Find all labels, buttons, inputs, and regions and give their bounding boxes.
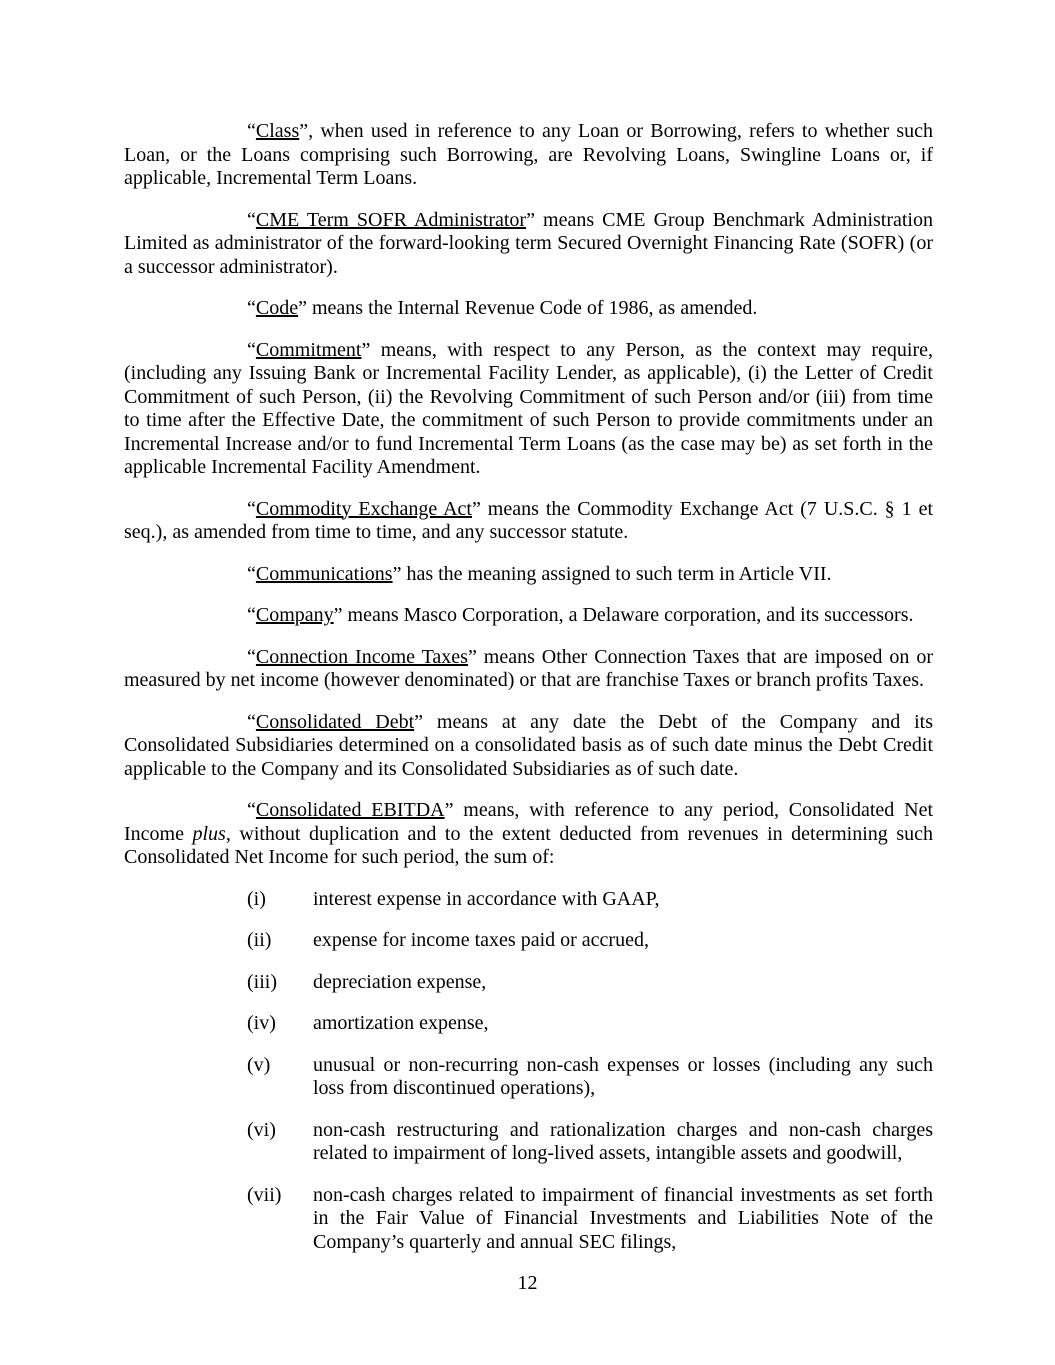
- open-quote: “: [247, 120, 256, 142]
- definition-text: , without duplication and to the extent deducted from revenues in determining such Consolidated Net Income for such period, the sum of:: [124, 822, 933, 868]
- definition-cme-term-sofr-administrator: [124, 209, 933, 280]
- definition-company: [124, 604, 933, 628]
- list-item-iii: [124, 971, 933, 995]
- list-text: depreciation expense,: [313, 970, 487, 993]
- definition-connection-income-taxes: [124, 646, 933, 693]
- defined-term-consolidated-debt: Consolidated Debt: [255, 710, 415, 733]
- defined-term-connection-income-taxes: Connection Income Taxes: [255, 645, 468, 668]
- list-label-vi: (vi): [247, 1118, 276, 1141]
- definition-consolidated-debt: [124, 711, 933, 782]
- defined-term-company: Company: [255, 604, 334, 626]
- list-label-ii: (ii): [247, 929, 272, 951]
- defined-term-commodity-exchange-act: Commodity Exchange Act: [255, 497, 472, 520]
- definition-text: ” means CME Group Benchmark Administration Limited as administrator of the forward-looking term Secured Overnight Financing Rate (SOFR) (or a successor administrator).: [124, 208, 933, 278]
- defined-term-code: Code: [255, 297, 299, 319]
- definition-communications: [124, 563, 933, 587]
- list-text: non-cash restructuring and rationalization charges and non-cash charges related to impairment of long-lived assets, intangible assets and goodwill,: [313, 1118, 933, 1164]
- open-quote: “: [247, 799, 256, 821]
- definition-commodity-exchange-act: [124, 498, 933, 545]
- list-item-v: [124, 1054, 933, 1101]
- open-quote: “: [247, 645, 256, 668]
- definition-text: ” means Other Connection Taxes that are imposed on or measured by net income (however denominated) or that are franchise Taxes or branch profits Taxes.: [124, 645, 933, 691]
- definition-text: ” means the Internal Revenue Code of 1986, as amended.: [298, 297, 758, 319]
- list-item-i: [124, 888, 933, 912]
- definition-code: [124, 297, 933, 321]
- open-quote: “: [247, 497, 256, 520]
- list-item-iv: [124, 1012, 933, 1036]
- definition-text: ” means the Commodity Exchange Act (7 U.S.C. § 1 et seq.), as amended from time to time, and any successor statute.: [124, 497, 934, 543]
- list-text: amortization expense,: [313, 1012, 489, 1034]
- page-number: 12: [517, 1272, 538, 1294]
- definition-class: [124, 120, 933, 191]
- definition-commitment: [124, 339, 933, 480]
- open-quote: “: [247, 604, 256, 626]
- definition-consolidated-ebitda: [124, 799, 933, 870]
- open-quote: “: [247, 710, 256, 733]
- italic-plus: plus: [192, 822, 226, 845]
- list-item-vi: [124, 1119, 933, 1166]
- definition-text: ” means Masco Corporation, a Delaware corporation, and its successors.: [333, 604, 914, 626]
- list-label-iii: (iii): [247, 970, 277, 993]
- list-item-ii: [124, 929, 933, 953]
- definition-text: ” means, with respect to any Person, as the context may require, (including any Issuing Bank or Incremental Facility Lender, as applicable), (i) the Letter of Credit Commitment of such Person, (ii) the Revolving Commitment of such Person and/or (iii) from time to time after the Effective Date, the commitment of such Person to provide commitments under an Incremental Increase and/or to fund Incremental Term Loans (as the case may be) as set forth in the applicable Incremental Facility Amendment.: [124, 338, 933, 478]
- list-label-v: (v): [247, 1053, 271, 1076]
- list-text: non-cash charges related to impairment of financial investments as set forth in the Fair Value of Financial Investments and Liabilities Note of the Company’s quarterly and annual SEC filings,: [313, 1183, 933, 1253]
- open-quote: “: [247, 208, 256, 231]
- list-label-vii: (vii): [247, 1183, 282, 1206]
- defined-term-commitment: Commitment: [255, 338, 362, 361]
- list-text: interest expense in accordance with GAAP,: [313, 887, 660, 910]
- definition-text: ” means, with reference to any period, Consolidated Net Income: [124, 799, 934, 845]
- definition-text: ”, when used in reference to any Loan or Borrowing, refers to whether such Loan, or the Loans comprising such Borrowing, are Revolving Loans, Swingline Loans or, if applicable, Incremental Term Loans.: [124, 120, 933, 189]
- open-quote: “: [247, 338, 256, 361]
- defined-term-cme-term-sofr-administrator: CME Term SOFR Administrator: [255, 208, 527, 231]
- open-quote: “: [247, 562, 256, 585]
- list-item-vii: [124, 1184, 933, 1255]
- defined-term-communications: Communications: [255, 562, 393, 585]
- list-text: expense for income taxes paid or accrued,: [313, 929, 649, 951]
- open-quote: “: [247, 297, 256, 319]
- defined-term-class: Class: [255, 120, 300, 142]
- list-text: unusual or non-recurring non-cash expenses or losses (including any such loss from discontinued operations),: [313, 1053, 933, 1099]
- defined-term-consolidated-ebitda: Consolidated EBITDA: [255, 799, 445, 821]
- definition-text: ” has the meaning assigned to such term in Article VII.: [392, 562, 832, 585]
- definition-text: ” means at any date the Debt of the Company and its Consolidated Subsidiaries determined on a consolidated basis as of such date minus the Debt Credit applicable to the Company and its Consolidated Subsidiaries as of such date.: [124, 710, 933, 780]
- list-label-i: (i): [247, 887, 266, 910]
- list-label-iv: (iv): [247, 1012, 276, 1034]
